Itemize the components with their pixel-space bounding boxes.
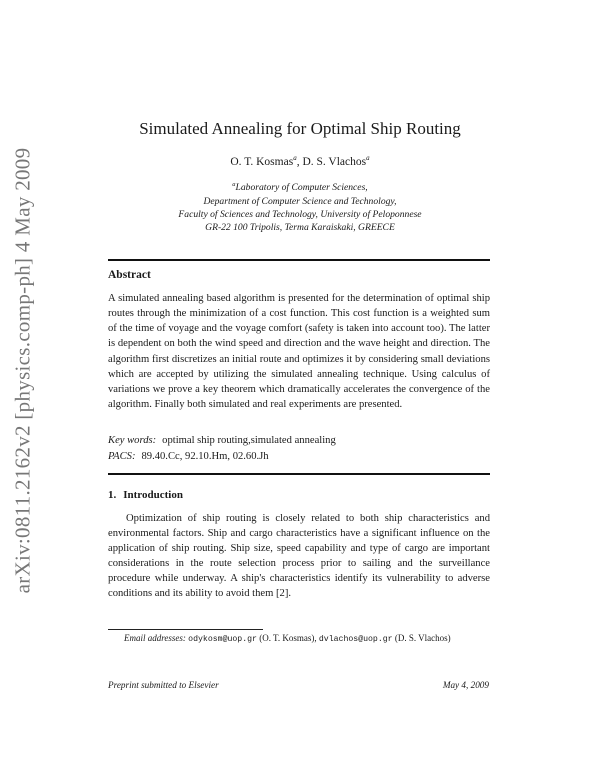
affiliation-line-4: GR-22 100 Tripolis, Terma Karaiskaki, GREECE [205, 222, 395, 234]
footnote-rule [108, 629, 263, 630]
author-separator: , [296, 155, 303, 168]
abstract-bottom-rule [108, 473, 490, 475]
keywords [108, 435, 490, 446]
pacs-value: 89.40.Cc, 92.10.Hm, 02.60.Jh [141, 451, 269, 462]
email-link-2[interactable]: dvlachos@uop.gr [318, 635, 393, 644]
email-name-2: (D. S. Vlachos) [394, 633, 451, 643]
author-1: O. T. Kosmas [230, 155, 294, 168]
email-name-1: (O. T. Kosmas), [259, 633, 317, 643]
footer-date: May 4, 2009 [442, 680, 489, 690]
abstract-body: A simulated annealing based algorithm is presented for the determination of optimal ship routes through the minimization of a cost function. This cost function is a weighted sum of the time of voyage and the voyage comfort (safety is taken into account too). The latter is dependent on both the wind speed and direction and the wave height and direction. The algorithm first discretizes an initial route and optimizes it by considering small deviations which are accepted by utilizing the simulated annealing technique. Using calculus of variations we prove a key theorem which dramatically accelerates the convergence of the algorithm. Finally both simulated and real experiments are presented. [108, 293, 490, 411]
introduction-paragraph: Optimization of ship routing is closely related to both ship characteristics and environmental factors. Ship and cargo characteristics have a significant influence on the application of ship routing. Ship size, speed capability and type of cargo are important considerations in the route selection process prior to sailing and the surveillance procedure while underway. A ship's characteristics identify its vulnerability to adverse conditions and its ability to avoid them [2]. [108, 513, 490, 600]
section-heading-introduction [108, 489, 183, 501]
footnote [108, 632, 490, 646]
author-2: D. S. Vlachos [302, 155, 367, 168]
arxiv-stamp [8, 147, 38, 593]
author-1-mark: a [293, 154, 297, 162]
pacs [108, 451, 490, 462]
section-title: Introduction [123, 489, 183, 501]
paper-title: Simulated Annealing for Optimal Ship Routing [139, 119, 461, 138]
keywords-label: Key words: [108, 435, 157, 446]
footer-preprint: Preprint submitted to Elsevier [108, 680, 219, 690]
abstract-top-rule [108, 259, 490, 261]
affiliation-line-3: Faculty of Sciences and Technology, University of Peloponnese [178, 209, 422, 220]
keywords-value: optimal ship routing,simulated annealing [162, 435, 336, 446]
arxiv-stamp-text: arXiv:0811.2162v2 [physics.comp-ph] 4 May 2009 [10, 147, 35, 593]
email-link-1[interactable]: odykosm@uop.gr [188, 635, 257, 644]
affiliation [108, 178, 492, 235]
author-line [108, 154, 492, 168]
footnote-label: Email addresses: [124, 633, 186, 643]
pacs-label: PACS: [108, 451, 136, 462]
author-2-mark: a [366, 154, 370, 162]
section-number: 1. [108, 489, 117, 501]
affiliation-line-1: $^a$Laboratory of Computer Sciences, [232, 181, 368, 194]
affiliation-mark: a [232, 181, 236, 188]
abstract-heading: Abstract [108, 269, 151, 281]
affiliation-line-2: Department of Computer Science and Technology, [203, 195, 397, 207]
